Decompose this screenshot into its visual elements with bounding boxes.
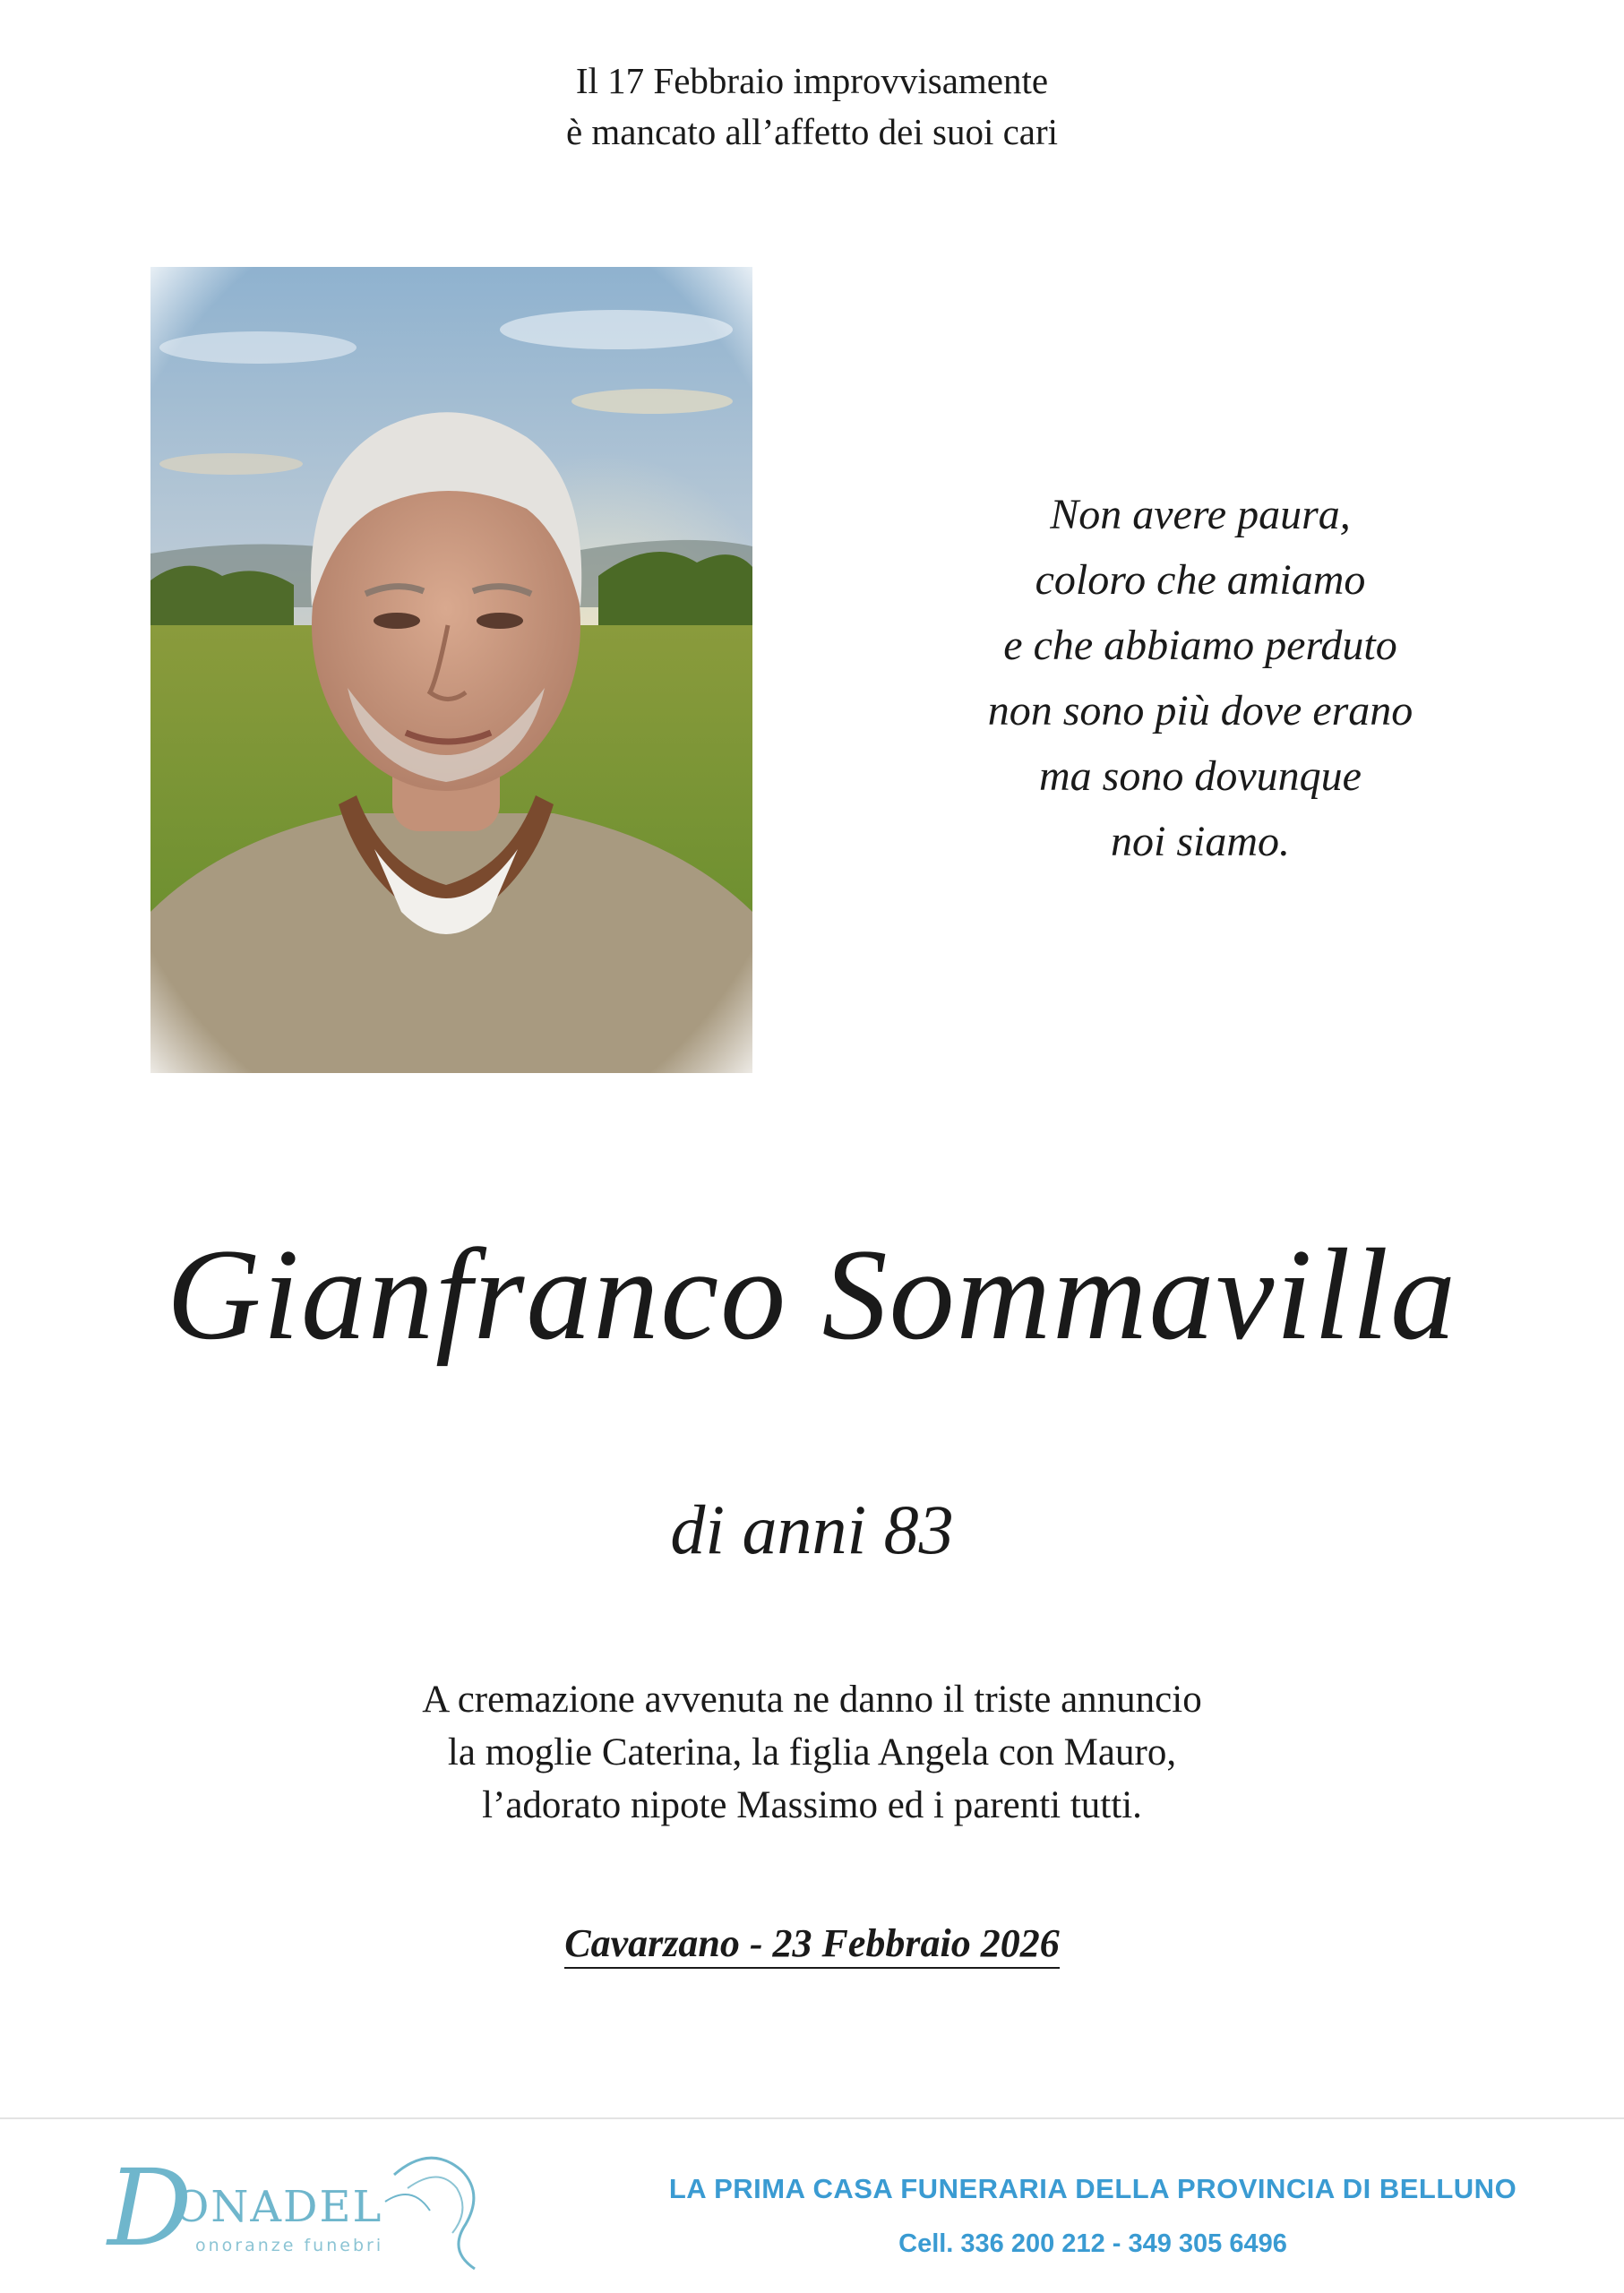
poem-line-1: Non avere paura, [1050, 491, 1351, 538]
announcement-line-1: A cremazione avvenuta ne danno il triste annuncio [422, 1679, 1202, 1721]
poem-line-3: e che abbiamo perduto [1003, 622, 1397, 669]
deceased-name: Gianfranco Sommavilla [166, 1222, 1458, 1367]
deceased-age: di anni 83 [670, 1490, 954, 1568]
donadel-logo [107, 2148, 493, 2273]
footer-phones: Cell. 336 200 212 - 349 305 6496 [898, 2229, 1287, 2258]
place-date [0, 1917, 1624, 1971]
logo-swirl-icon [376, 2148, 493, 2273]
intro-text [0, 56, 1624, 158]
announcement [0, 1673, 1624, 1832]
portrait-photo [150, 267, 752, 1073]
portrait-image [150, 267, 752, 1073]
footer-divider [0, 2117, 1624, 2119]
intro-line-2: è mancato all’affetto dei suoi cari [565, 111, 1059, 152]
announcement-line-3: l’adorato nipote Massimo ed i parenti tutti. [482, 1784, 1142, 1826]
poem-line-4: non sono più dove erano [987, 687, 1413, 734]
poem-line-6: noi siamo. [1110, 818, 1290, 865]
announcement-line-2: la moglie Caterina, la figlia Angela con Mauro, [447, 1731, 1177, 1773]
logo-word: ONADEL [174, 2182, 383, 2232]
logo-subtitle: onoranze funebri [195, 2236, 384, 2255]
poem-line-5: ma sono dovunque [1039, 752, 1362, 800]
place-date-text: Cavarzano - 23 Febbraio 2026 [564, 1921, 1059, 1969]
poem-line-2: coloro che amiamo [1035, 556, 1366, 604]
intro-line-1: Il 17 Febbraio improvvisamente [575, 60, 1049, 101]
logo-initial: D [107, 2146, 193, 2270]
footer-tagline: LA PRIMA CASA FUNERARIA DELLA PROVINCIA DI BELLUNO [668, 2173, 1517, 2204]
poem [932, 482, 1469, 874]
